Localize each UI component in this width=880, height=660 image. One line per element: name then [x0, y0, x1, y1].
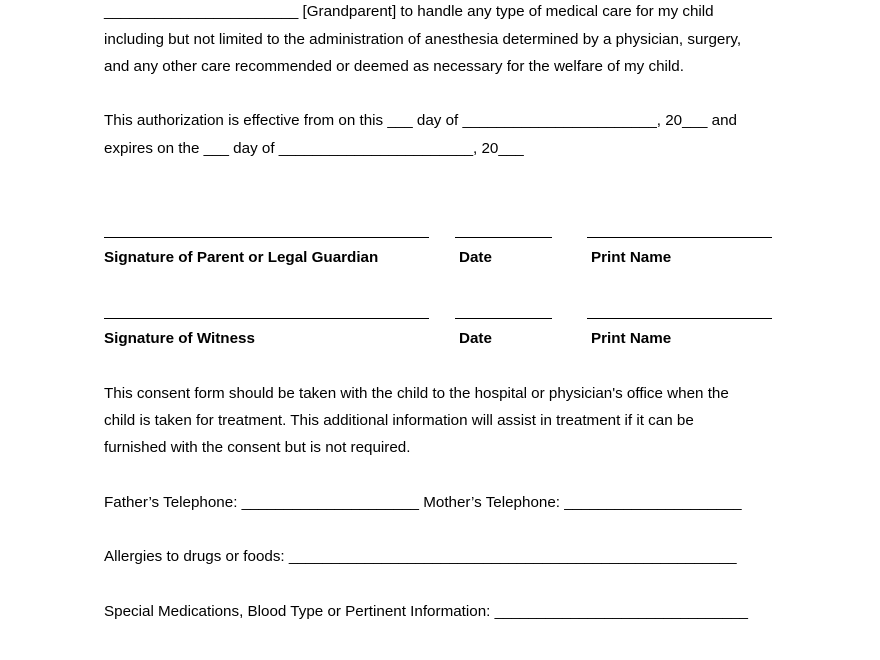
telephone-fields[interactable]: Father’s Telephone: _____________________ Mother’s Telephone: _____________________ [104, 494, 742, 511]
allergies-field[interactable]: Allergies to drugs or foods: _____________________________________________________ [104, 548, 737, 565]
special-medications-field[interactable]: Special Medications, Blood Type or Pertinent Information: ______________________________ [104, 603, 748, 620]
effective-line-1: This authorization is effective from on this ___ day of _______________________, 20___ and [104, 112, 738, 129]
witness-date-line[interactable] [455, 318, 552, 319]
authorization-line-1: _______________________ [Grandparent] to handle any type of medical care for my child [104, 3, 714, 20]
parent-signature-line[interactable] [104, 237, 429, 238]
parent-date-label: Date [459, 249, 492, 266]
witness-signature-line[interactable] [104, 318, 429, 319]
witness-signature-label: Signature of Witness [104, 330, 255, 347]
witness-print-name-label: Print Name [591, 330, 672, 347]
effective-line-2: expires on the ___ day of _______________________, 20___ [104, 140, 524, 157]
authorization-line-2: including but not limited to the administration of anesthesia determined by a physician, surgery, [104, 31, 742, 48]
parent-print-name-label: Print Name [591, 249, 672, 266]
witness-print-name-line[interactable] [587, 318, 772, 319]
witness-date-label: Date [459, 330, 492, 347]
notice-line-3: furnished with the consent but is not required. [104, 439, 411, 456]
notice-line-1: This consent form should be taken with the child to the hospital or physician's office when the [104, 385, 729, 402]
notice-line-2: child is taken for treatment. This additional information will assist in treatment if it can be [104, 412, 694, 429]
parent-signature-label: Signature of Parent or Legal Guardian [104, 249, 379, 266]
authorization-line-3: and any other care recommended or deemed as necessary for the welfare of my child. [104, 58, 684, 75]
parent-print-name-line[interactable] [587, 237, 772, 238]
parent-date-line[interactable] [455, 237, 552, 238]
